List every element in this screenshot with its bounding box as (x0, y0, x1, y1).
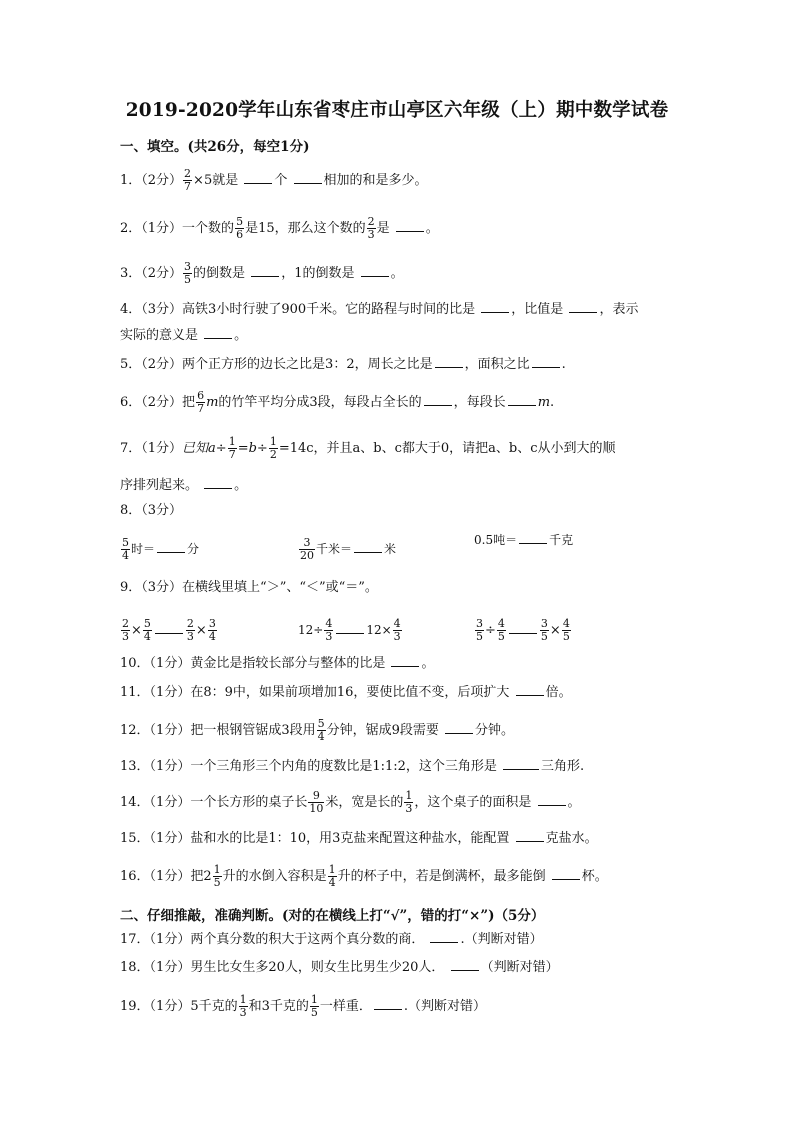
fraction: $\frac{3}{20}$ (300, 536, 314, 562)
answer-blank[interactable] (204, 326, 232, 339)
question-4-cont: 实际的意义是 。 (120, 328, 248, 343)
question-16: 16．（1分）把2 $\frac{1}{5}$ 升的水倒入容积是 $\frac{1}{4}$ 升的杯子中，若是倒满杯，最多能倒 杯。 (120, 863, 608, 889)
q9-item-a: $\frac{2}{3}$ × $\frac{5}{4}$ $\frac{2}{3}$ × $\frac{3}{4}$ (122, 617, 216, 643)
fraction: $\frac{1}{5}$ (213, 863, 221, 889)
fraction: $\frac{4}{3}$ (393, 617, 401, 643)
fraction: $\frac{2}{3}$ (122, 617, 129, 643)
fraction: $\frac{2}{3}$ (186, 617, 194, 643)
fraction: $\frac{5}{4}$ (317, 717, 325, 743)
answer-blank[interactable] (516, 683, 544, 696)
question-1: 1．（2分） $\frac{2}{7}$ ×5就是 个 相加的和是多少。 (120, 167, 428, 193)
q8-item-b: $\frac{3}{20}$ 千米＝ 米 (300, 536, 397, 562)
question-number: 8．（3分） (120, 503, 183, 518)
question-8 (120, 501, 182, 521)
fraction: $\frac{3}{5}$ (540, 617, 548, 643)
fraction: $\frac{5}{6}$ (236, 215, 244, 241)
answer-blank[interactable] (204, 476, 232, 489)
question-2: 2．（1分）一个数的 $\frac{5}{6}$ 是15，那么这个数的 $\frac{2}{3}$ 是 。 (120, 215, 439, 241)
fraction: $\frac{4}{5}$ (562, 617, 570, 643)
question-number: 11．（1分） (120, 685, 191, 700)
answer-blank[interactable] (361, 264, 389, 277)
answer-blank[interactable] (430, 930, 458, 943)
question-number: 13．（1分） (120, 759, 191, 774)
answer-blank[interactable] (481, 300, 509, 313)
answer-blank[interactable] (569, 300, 597, 313)
fraction: $\frac{1}{2}$ (269, 435, 277, 461)
answer-blank[interactable] (509, 621, 537, 634)
question-number: 3．（2分） (120, 266, 183, 281)
fraction: $\frac{1}{4}$ (328, 863, 336, 889)
answer-blank[interactable] (451, 958, 479, 971)
question-number: 9．（3分） (120, 580, 183, 595)
question-number: 6．（2分） (120, 395, 183, 410)
fraction: $\frac{4}{5}$ (497, 617, 505, 643)
fraction: $\frac{5}{4}$ (122, 536, 129, 562)
question-3: 3．（2分） $\frac{3}{5}$ 的倒数是 ，1的倒数是 。 (120, 260, 404, 286)
answer-blank[interactable] (532, 355, 560, 368)
fraction: $\frac{1}{5}$ (310, 993, 318, 1019)
answer-blank[interactable] (508, 393, 536, 406)
answer-blank[interactable] (391, 654, 419, 667)
question-number: 15．（1分） (120, 831, 191, 846)
question-13: 13．（1分）一个三角形三个内角的度数比是1:1:2，这个三角形是 三角形. (120, 759, 585, 774)
fraction: $\frac{4}{3}$ (325, 617, 333, 643)
answer-blank[interactable] (424, 393, 452, 406)
answer-blank[interactable] (294, 171, 322, 184)
question-number: 17．（1分） (120, 932, 191, 947)
question-14: 14．（1分）一个长方形的桌子长 $\frac{9}{10}$ 米，宽是长的 $\frac{1}{3}$ ，这个桌子的面积是 。 (120, 789, 581, 815)
question-number: 1．（2分） (120, 173, 183, 188)
answer-blank[interactable] (251, 264, 279, 277)
question-7: 7．（1分）已知a÷ $\frac{1}{7}$ =b÷ $\frac{1}{2}$ =14c，并且a、b、c都大于0，请把a、b、c从小到大的顺 (120, 435, 616, 461)
question-number: 12．（1分） (120, 723, 191, 738)
question-6: 6．（2分）把 $\frac{6}{7}$ m的竹竿平均分成3段，每段占全长的 ，每段长 m. (120, 389, 555, 415)
answer-blank[interactable] (155, 621, 183, 634)
question-11: 11．（1分）在8：9中，如果前项增加16，要使比值不变，后项扩大 倍。 (120, 685, 572, 700)
q9-item-c: $\frac{3}{5}$ ÷ $\frac{4}{5}$ $\frac{3}{5}$ × $\frac{4}{5}$ (476, 617, 570, 643)
fraction: $\frac{3}{4}$ (208, 617, 216, 643)
question-12: 12．（1分）把一根钢管锯成3段用 $\frac{5}{4}$ 分钟，锯成9段需要 分钟。 (120, 717, 515, 743)
question-18: 18．（1分）男生比女生多20人，则女生比男生少20人． （判断对错） (120, 960, 559, 975)
answer-blank[interactable] (538, 793, 566, 806)
q8-item-c: 0.5吨＝ 千克 (474, 533, 574, 547)
answer-blank[interactable] (157, 540, 185, 553)
section-heading-2: 二、仔细推敲，准确判断。(对的在横线上打“√”，错的打“×”)（5分） (120, 908, 545, 924)
question-number: 19．（1分） (120, 999, 191, 1014)
question-number: 14．（1分） (120, 795, 191, 810)
question-number: 4．（3分） (120, 302, 183, 317)
question-15: 15．（1分）盐和水的比是1：10，用3克盐来配置这种盐水，能配置 克盐水。 (120, 831, 598, 846)
answer-blank[interactable] (396, 219, 424, 232)
fraction: $\frac{1}{3}$ (405, 789, 413, 815)
question-7-cont: 序排列起来。 。 (120, 478, 248, 493)
fraction: $\frac{3}{5}$ (476, 617, 483, 643)
question-10: 10．（1分）黄金比是指较长部分与整体的比是 。 (120, 656, 435, 671)
q8-item-a: $\frac{5}{4}$ 时＝ 分 (122, 536, 200, 562)
question-number: 2．（1分） (120, 221, 183, 236)
question-17: 17．（1分）两个真分数的积大于这两个真分数的商． .（判断对错） (120, 932, 543, 947)
question-19: 19．（1分）5千克的 $\frac{1}{3}$ 和3千克的 $\frac{1}{5}$ 一样重． .（判断对错） (120, 993, 487, 1019)
fraction: $\frac{2}{3}$ (367, 215, 375, 241)
question-number: 18．（1分） (120, 960, 191, 975)
fraction: $\frac{1}{3}$ (239, 993, 247, 1019)
answer-blank[interactable] (244, 171, 272, 184)
question-5: 5．（2分）两个正方形的边长之比是3：2，周长之比是 ，面积之比 . (120, 357, 566, 372)
fraction: $\frac{1}{7}$ (228, 435, 236, 461)
question-4: 4．（3分）高铁3小时行驶了900千米。它的路程与时间的比是 ，比值是 ，表示 (120, 302, 639, 317)
fraction: $\frac{2}{7}$ (184, 167, 192, 193)
fraction: $\frac{3}{5}$ (184, 260, 192, 286)
answer-blank[interactable] (519, 531, 547, 544)
answer-blank[interactable] (435, 355, 463, 368)
question-number: 16．（1分） (120, 869, 191, 884)
fraction: $\frac{6}{7}$ (197, 389, 205, 415)
fraction: $\frac{9}{10}$ (309, 789, 324, 815)
answer-blank[interactable] (516, 829, 544, 842)
section-heading-1: 一、填空。(共26分，每空1分) (120, 139, 310, 155)
question-9: 9．（3分）在横线里填上“＞”、“＜”或“＝”。 (120, 580, 378, 595)
fraction: $\frac{5}{4}$ (143, 617, 151, 643)
answer-blank[interactable] (336, 621, 364, 634)
question-number: 5．（2分） (120, 357, 183, 372)
answer-blank[interactable] (503, 757, 539, 770)
answer-blank[interactable] (374, 997, 402, 1010)
answer-blank[interactable] (445, 721, 473, 734)
answer-blank[interactable] (354, 540, 382, 553)
page-title: 2019-2020学年山东省枣庄市山亭区六年级（上）期中数学试卷 (125, 100, 669, 121)
q9-item-b: 12÷ $\frac{4}{3}$ 12× $\frac{4}{3}$ (298, 617, 401, 643)
question-number: 10．（1分） (120, 656, 191, 671)
answer-blank[interactable] (552, 867, 580, 880)
question-number: 7．（1分） (120, 441, 183, 456)
